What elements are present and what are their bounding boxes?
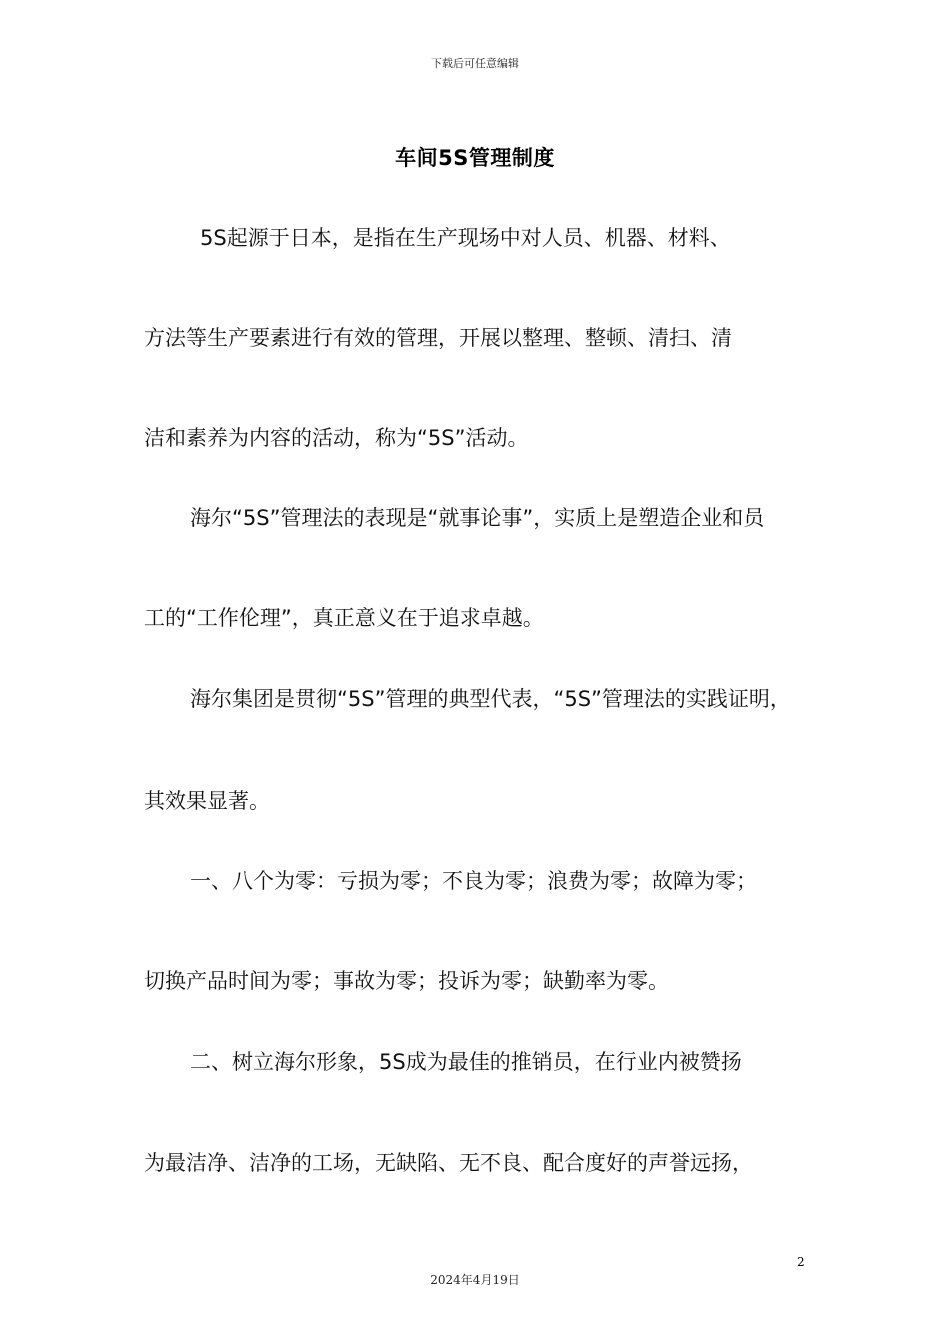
page-header: 下载后可任意编辑 [431, 57, 519, 70]
paragraph-line-9: 切换产品时间为零；事故为零；投诉为零；缺勤率为零。 [144, 969, 669, 993]
footer-date: 2024年4月19日 [430, 1273, 520, 1287]
paragraph-line-1: 5S起源于日本，是指在生产现场中对人员、机器、材料、 [200, 226, 731, 250]
paragraph-line-5: 工的“工作伦理”，真正意义在于追求卓越。 [144, 606, 544, 630]
paragraph-line-11: 为最洁净、洁净的工场，无缺陷、无不良、配合度好的声誉远扬， [144, 1151, 753, 1175]
paragraph-line-6: 海尔集团是贯彻“5S”管理的典型代表，“5S”管理法的实践证明， [190, 687, 791, 711]
paragraph-line-2: 方法等生产要素进行有效的管理，开展以整理、整顿、清扫、清 [144, 326, 732, 350]
document-title: 车间5S管理制度 [395, 146, 555, 170]
page-number: 2 [797, 1255, 805, 1269]
paragraph-line-7: 其效果显著。 [144, 789, 270, 813]
paragraph-line-10: 二、树立海尔形象，5S成为最佳的推销员，在行业内被赞扬 [190, 1050, 742, 1074]
paragraph-line-3: 洁和素养为内容的活动，称为“5S”活动。 [144, 426, 529, 450]
paragraph-line-8: 一、八个为零：亏损为零；不良为零；浪费为零；故障为零； [190, 869, 757, 893]
paragraph-line-4: 海尔“5S”管理法的表现是“就事论事”，实质上是塑造企业和员 [190, 506, 765, 530]
